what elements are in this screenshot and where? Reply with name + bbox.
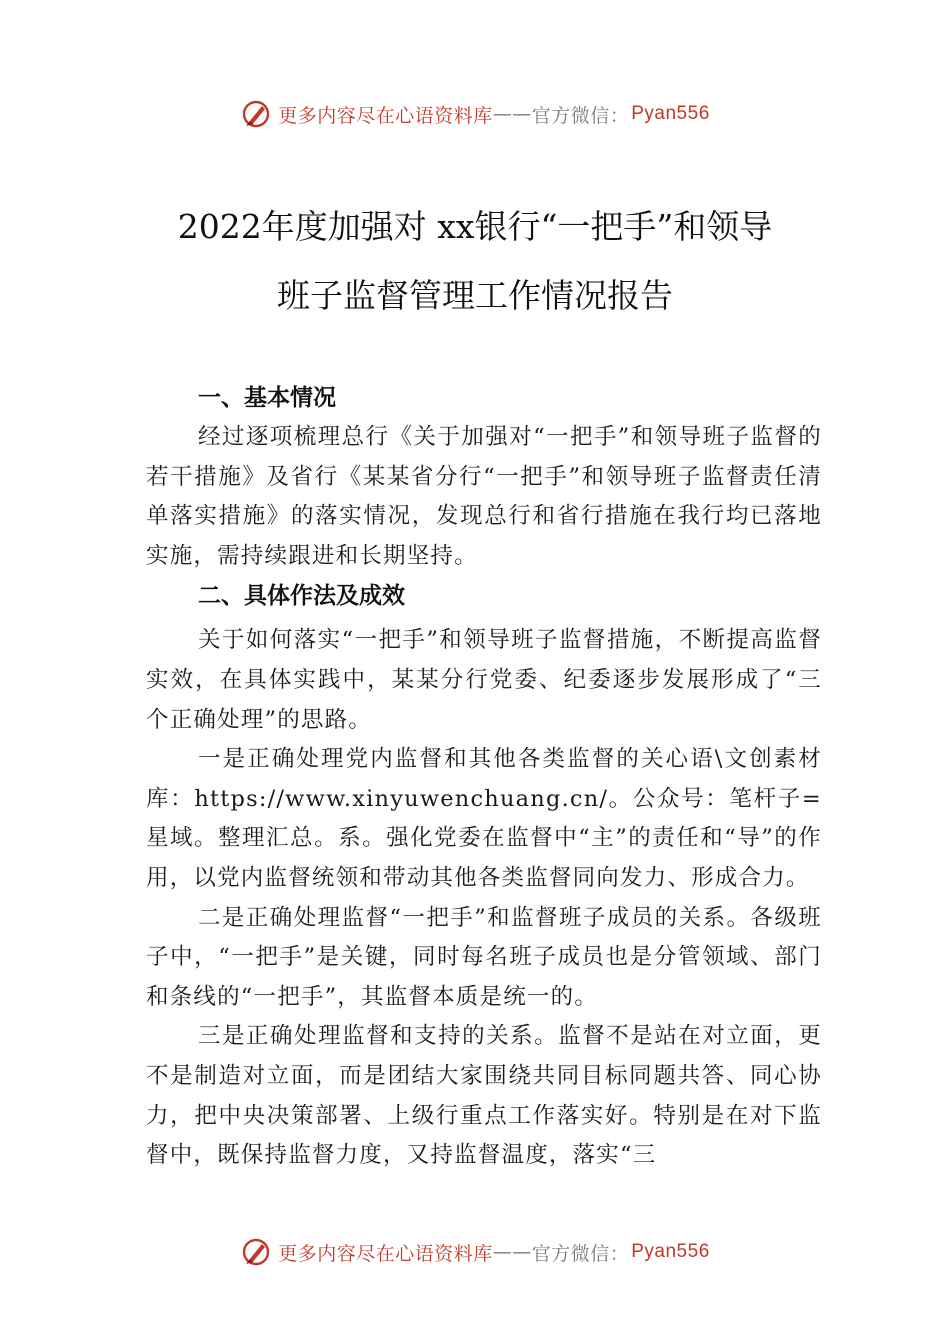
watermark-separator: —— [492, 1241, 532, 1263]
document-title-line-2: 班子监督管理工作情况报告 [277, 276, 673, 315]
watermark-banner-bottom [0, 1232, 950, 1272]
section-heading: 二、具体作法及成效 [198, 583, 405, 610]
watermark-banner-top [0, 94, 950, 134]
watermark-wechat-id: Pyan556 [631, 1241, 710, 1262]
pen-logo-icon [240, 98, 272, 130]
watermark-brand: 更多内容尽在心语资料库 [278, 104, 493, 127]
document-title-line-1: 2022年度加强对 xx银行“一把手”和领导 [177, 207, 773, 246]
watermark-official-label: 官方微信： [531, 104, 630, 127]
paragraph: 经过逐项梳理总行《关于加强对“一把手”和领导班子监督的若干措施》及省行《某某省分行“一把手”和领导班子监督责任清单落实措施》的落实情况，发现总行和省行措施在我行均已落地实施，需持续跟进和长期坚持。 [146, 424, 822, 569]
watermark-official-label: 官方微信： [531, 1242, 630, 1265]
paragraph: 二是正确处理监督“一把手”和监督班子成员的关系。各级班子中，“一把手”是关键，同时每名班子成员也是分管领域、部门和条线的“一把手”，其监督本质是统一的。 [146, 904, 822, 1010]
paragraph: 关于如何落实“一把手”和领导班子监督措施，不断提高监督实效，在具体实践中，某某分行党委、纪委逐步发展形成了“三个正确处理”的思路。 [146, 627, 822, 733]
watermark-wechat-id: Pyan556 [631, 103, 710, 124]
document-body [146, 378, 822, 1176]
section-heading: 一、基本情况 [198, 385, 336, 411]
paragraph: 一是正确处理党内监督和其他各类监督的关心语\文创素材库：https://www.xinyuwenchuang.cn/。公众号：笔杆子=星域。整理汇总。系。强化党委在监督中“主”的责任和“导”的作用，以党内监督统领和带动其他各类监督同向发力、形成合力。 [146, 746, 822, 891]
watermark-brand: 更多内容尽在心语资料库 [278, 1242, 493, 1265]
pen-logo-icon [240, 1236, 272, 1268]
paragraph: 三是正确处理监督和支持的关系。监督不是站在对立面，更不是制造对立面，而是团结大家围绕共同目标同题共答、同心协力，把中央决策部署、上级行重点工作落实好。特别是在对下监督中，既保持监督力度，又持监督温度，落实“三 [146, 1023, 822, 1169]
watermark-separator: —— [492, 103, 532, 125]
